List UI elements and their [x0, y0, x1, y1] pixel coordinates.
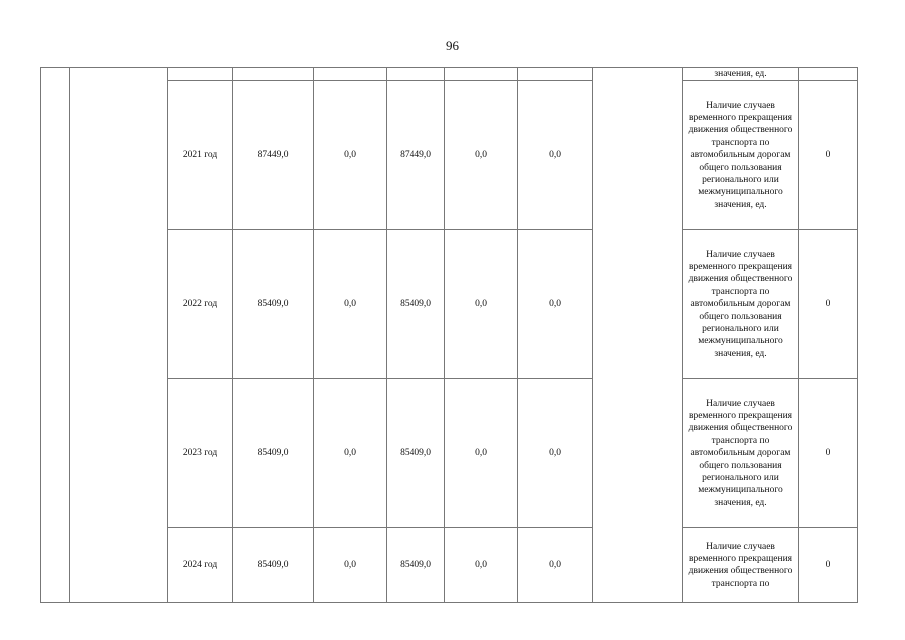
- table-row-continuation: [41, 68, 858, 81]
- cell-other: 0,0: [518, 379, 593, 528]
- cell-federal: 0,0: [314, 379, 387, 528]
- cell-year: 2021 год: [168, 81, 233, 230]
- cell-indicator: Наличие случаев временного прекращения движения общественного транспорта по автомобильным дорогам общего пользования регионального или межмуниципального значения, ед.: [683, 379, 799, 528]
- cell-year: 2023 год: [168, 379, 233, 528]
- cell-total: 85409,0: [233, 230, 314, 379]
- cell-regional: 87449,0: [387, 81, 445, 230]
- cell-total: [233, 68, 314, 81]
- cell-indicator: Наличие случаев временного прекращения движения общественного транспорта по автомобильным дорогам общего пользования регионального или межмуниципального значения, ед.: [683, 230, 799, 379]
- cell-other: 0,0: [518, 230, 593, 379]
- cell-indicator-value: 0: [799, 81, 858, 230]
- cell-indicator-value: 0: [799, 528, 858, 603]
- cell-regional: 85409,0: [387, 379, 445, 528]
- cell-local: 0,0: [445, 81, 518, 230]
- cell-regional: 85409,0: [387, 528, 445, 603]
- cell-indicator: Наличие случаев временного прекращения движения общественного транспорта по автомобильным дорогам общего пользования регионального или межмуниципального значения, ед.: [683, 81, 799, 230]
- cell-other: 0,0: [518, 528, 593, 603]
- cell-indicator-value: 0: [799, 230, 858, 379]
- cell-other: [518, 68, 593, 81]
- cell-year: 2024 год: [168, 528, 233, 603]
- program-table: [40, 67, 858, 603]
- cell-local: [445, 68, 518, 81]
- cell-other: 0,0: [518, 81, 593, 230]
- cell-local: 0,0: [445, 230, 518, 379]
- cell-federal: [314, 68, 387, 81]
- page-number: 96: [446, 38, 459, 53]
- cell-federal: 0,0: [314, 528, 387, 603]
- cell-year: 2022 год: [168, 230, 233, 379]
- cell-total: 85409,0: [233, 379, 314, 528]
- cell-number-merged: [41, 68, 70, 603]
- cell-federal: 0,0: [314, 230, 387, 379]
- cell-indicator-value: [799, 68, 858, 81]
- cell-indicator-value: 0: [799, 379, 858, 528]
- cell-regional: [387, 68, 445, 81]
- cell-indicator: значения, ед.: [683, 68, 799, 81]
- cell-total: 87449,0: [233, 81, 314, 230]
- cell-name-merged: [70, 68, 168, 603]
- cell-year: [168, 68, 233, 81]
- cell-indicator: Наличие случаев временного прекращения движения общественного транспорта по: [683, 528, 799, 603]
- cell-local: 0,0: [445, 379, 518, 528]
- cell-federal: 0,0: [314, 81, 387, 230]
- cell-responsible-merged: [593, 68, 683, 603]
- cell-regional: 85409,0: [387, 230, 445, 379]
- cell-total: 85409,0: [233, 528, 314, 603]
- cell-local: 0,0: [445, 528, 518, 603]
